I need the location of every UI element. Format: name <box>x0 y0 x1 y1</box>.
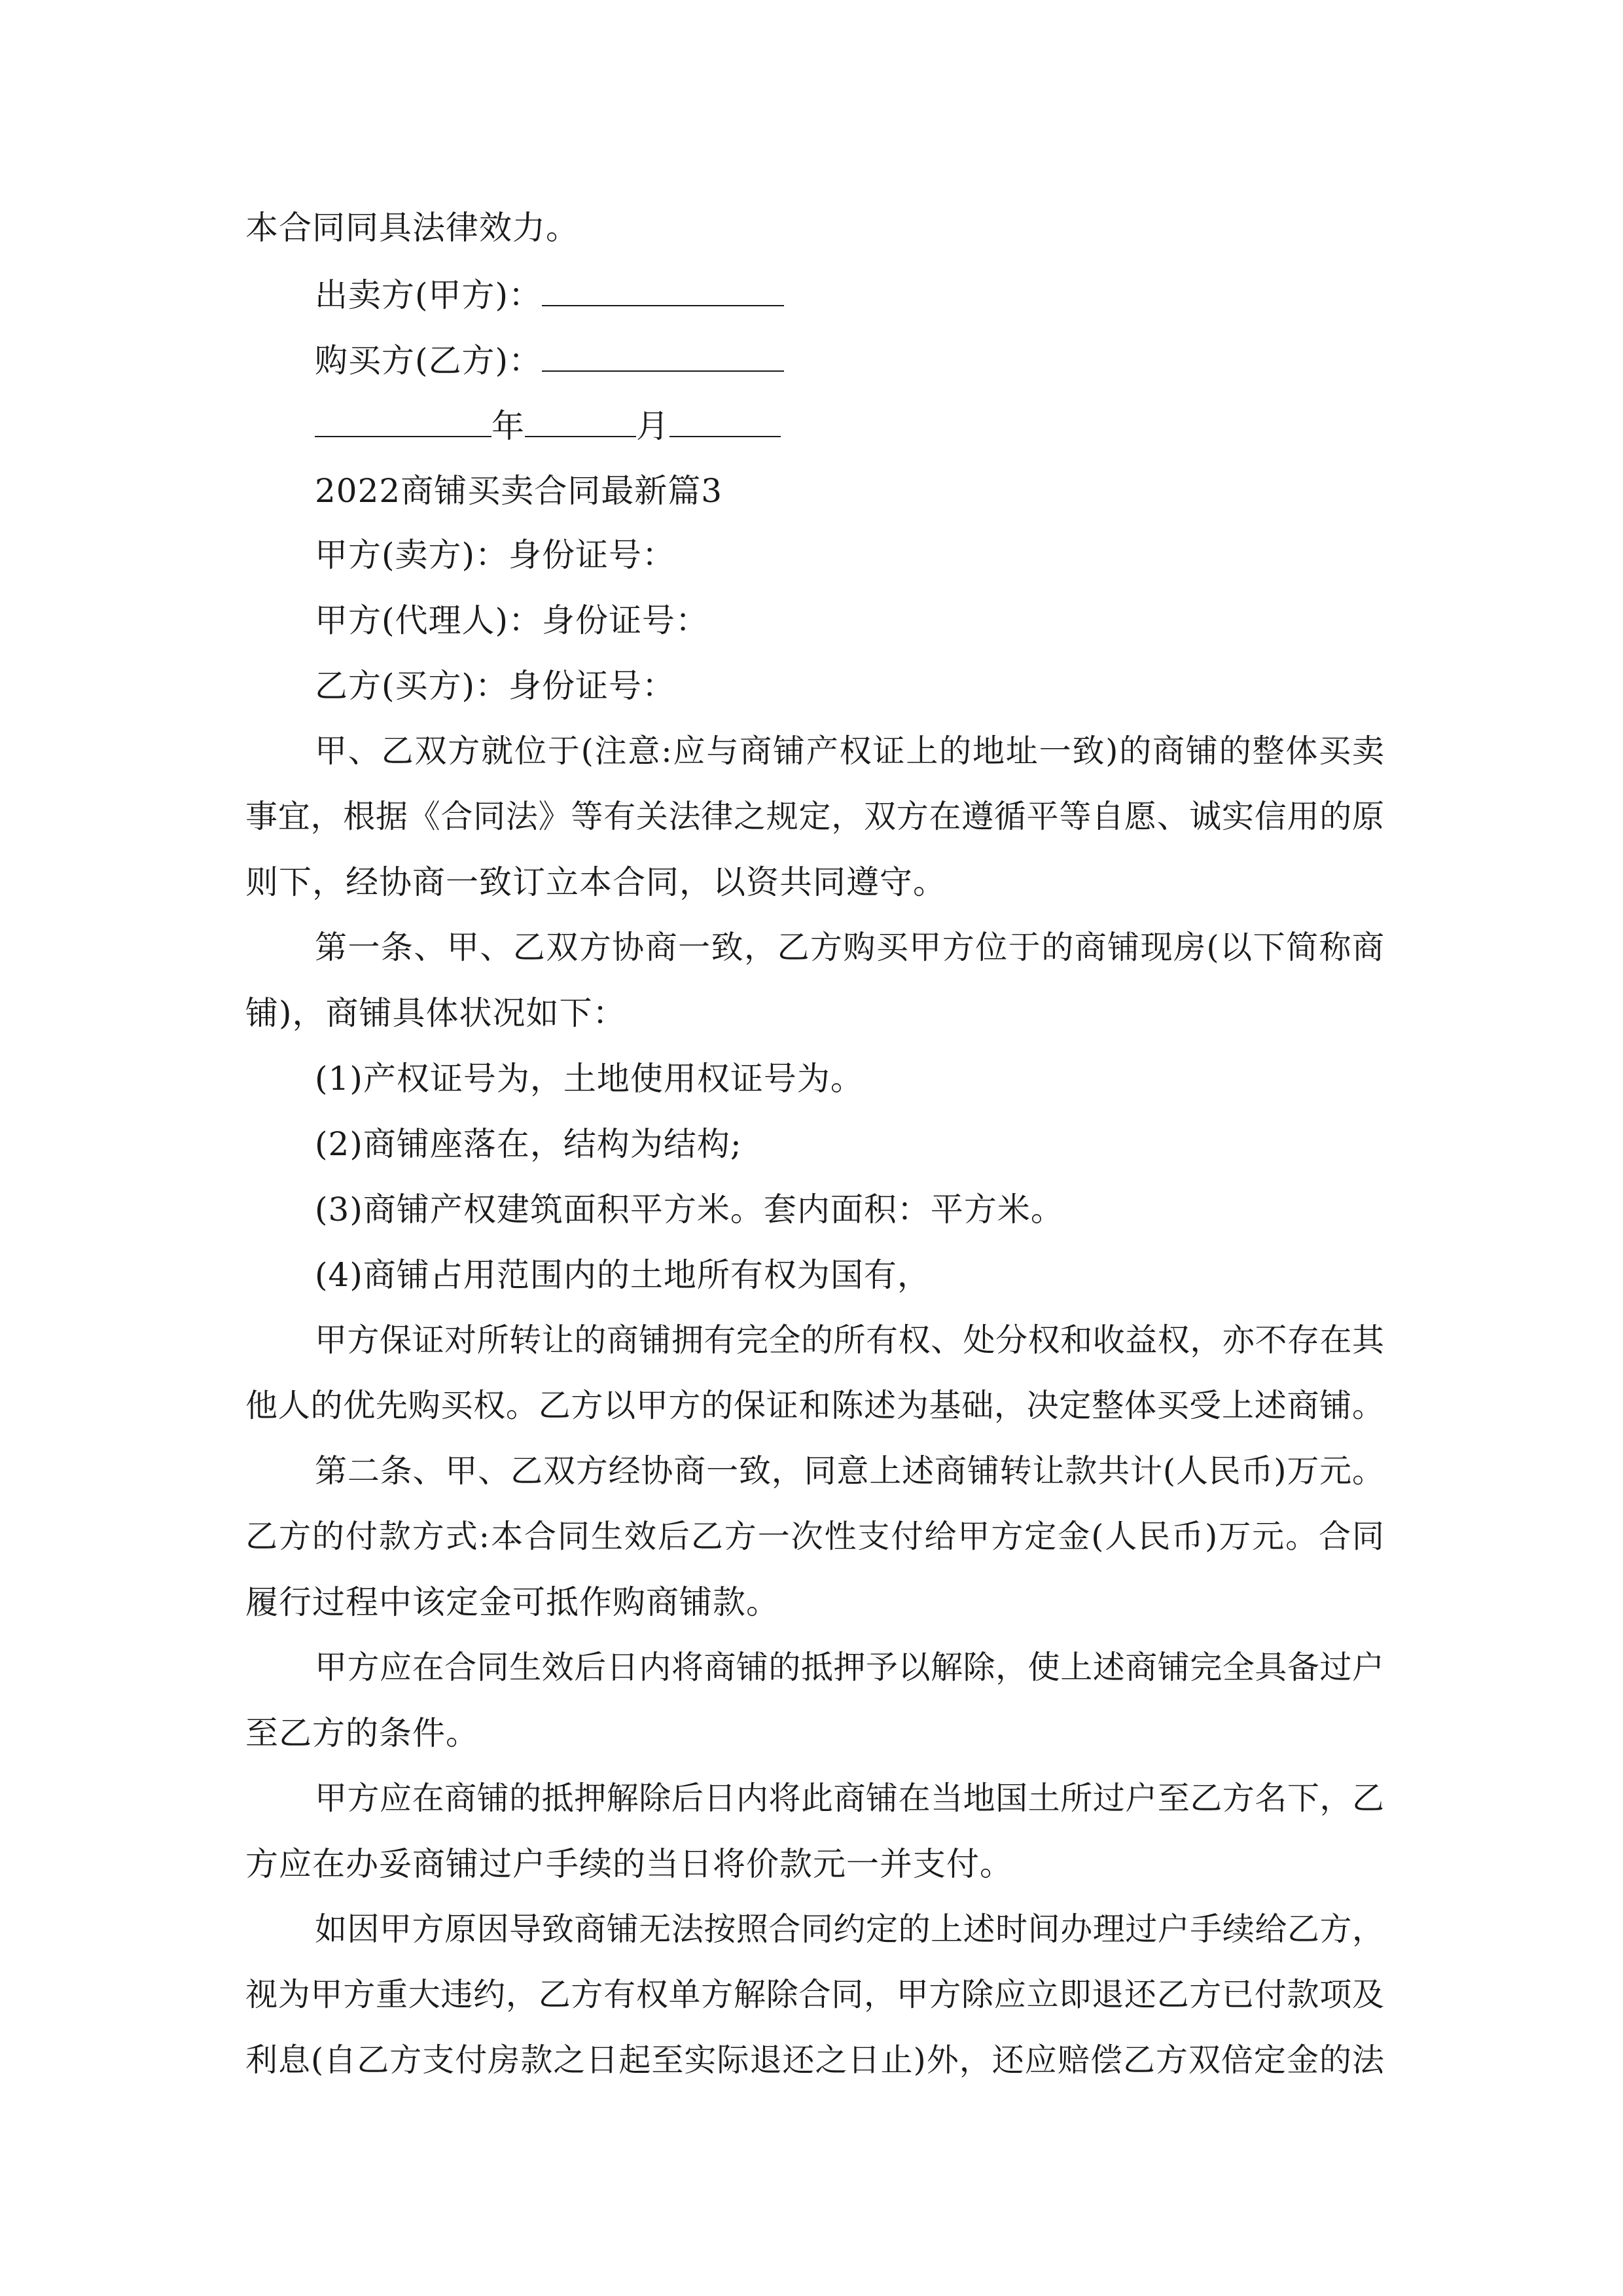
paragraph-line: 方应在办妥商铺过户手续的当日将价款元一并支付。 <box>245 1845 1013 1883</box>
day-blank <box>669 406 781 437</box>
paragraph-line: 第一条、甲、乙双方协商一致，乙方购买甲方位于的商铺现房(以下简称商 <box>315 929 1384 966</box>
paragraph-line: 利息(自乙方支付房款之日起至实际退还之日止)外，还应赔偿乙方双倍定金的法 <box>245 2041 1385 2079</box>
paragraph-line: 履行过程中该定金可抵作购商铺款。 <box>245 1583 779 1621</box>
paragraph-line: 如因甲方原因导致商铺无法按照合同约定的上述时间办理过户手续给乙方， <box>315 1910 1384 1948</box>
paragraph-line: 甲、乙双方就位于(注意:应与商铺产权证上的地址一致)的商铺的整体买卖 <box>315 732 1384 770</box>
paragraph-line: 甲方应在合同生效后日内将商铺的抵押予以解除，使上述商铺完全具备过户 <box>315 1649 1384 1686</box>
party-seller: 甲方(卖方)：身份证号： <box>315 536 676 574</box>
paragraph-line: 乙方的付款方式:本合同生效后乙方一次性支付给甲方定金(人民币)万元。合同 <box>245 1518 1384 1555</box>
opening-line: 本合同同具法律效力。 <box>245 209 579 247</box>
section-title: 2022商铺买卖合同最新篇3 <box>315 472 723 510</box>
paragraph-line: 视为甲方重大违约，乙方有权单方解除合同，甲方除应立即退还乙方已付款项及 <box>245 1976 1384 2013</box>
month-blank <box>525 406 636 437</box>
paragraph-line: 他人的优先购买权。乙方以甲方的保证和陈述为基础，决定整体买受上述商铺。 <box>245 1387 1384 1424</box>
seller-label: 出卖方(甲方)： <box>315 276 543 314</box>
buyer-label: 购买方(乙方)： <box>315 342 543 380</box>
paragraph-line: 至乙方的条件。 <box>245 1714 479 1752</box>
paragraph-line: 事宜，根据《合同法》等有关法律之规定，双方在遵循平等自愿、诚实信用的原 <box>245 798 1384 835</box>
seller-signature-line <box>315 275 1384 314</box>
paragraph-line: 甲方保证对所转让的商铺拥有完全的所有权、处分权和收益权，亦不存在其 <box>315 1321 1384 1359</box>
paragraph-line: 则下，经协商一致订立本合同，以资共同遵守。 <box>245 863 946 901</box>
paragraph-line: 第二条、甲、乙双方经协商一致，同意上述商铺转让款共计(人民币)万元。 <box>315 1452 1385 1490</box>
year-label: 年 <box>491 407 525 445</box>
paragraph-line: 铺)，商铺具体状况如下： <box>245 994 626 1032</box>
party-buyer: 乙方(买方)：身份证号： <box>315 667 676 705</box>
date-line <box>315 406 1384 445</box>
buyer-signature-line <box>315 340 1384 380</box>
list-item: (2)商铺座落在，结构为结构; <box>315 1125 742 1163</box>
list-item: (1)产权证号为，土地使用权证号为。 <box>315 1060 864 1098</box>
seller-blank <box>542 275 784 306</box>
year-blank <box>315 406 491 437</box>
list-item: (3)商铺产权建筑面积平方米。套内面积：平方米。 <box>315 1191 1064 1229</box>
list-item: (4)商铺占用范围内的土地所有权为国有， <box>315 1256 931 1294</box>
month-label: 月 <box>636 407 669 445</box>
paragraph-line: 甲方应在商铺的抵押解除后日内将此商铺在当地国土所过户至乙方名下，乙 <box>315 1780 1384 1817</box>
buyer-blank <box>542 340 784 372</box>
party-agent: 甲方(代理人)：身份证号： <box>315 601 709 639</box>
